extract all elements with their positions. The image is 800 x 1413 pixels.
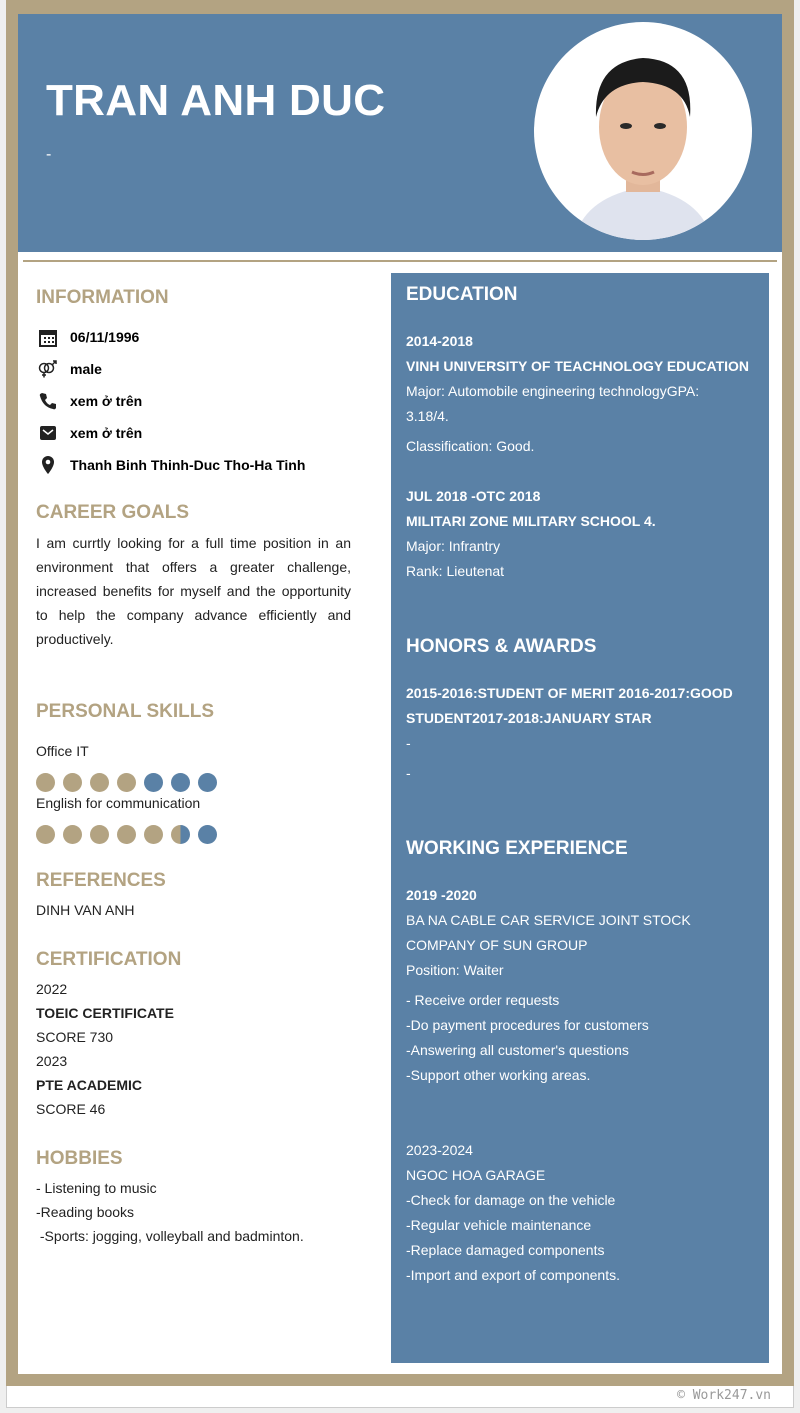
education-heading: EDUCATION [406,284,518,305]
email: xem ở trên [70,425,143,441]
cert-line: 2023 [36,1053,68,1069]
copyright: © Work247.vn [677,1388,771,1403]
career-goals-heading: CAREER GOALS [36,502,190,523]
birthday: 06/11/1996 [70,329,140,345]
cert-line: TOEIC CERTIFICATE [36,1005,174,1021]
honors-line: STUDENT2017-2018:JANUARY STAR [406,710,652,726]
work-line: 2023-2024 [406,1142,473,1158]
work-line: -Import and export of components. [406,1267,620,1283]
candidate-name: TRAN ANH DUC [46,76,386,125]
rating-dot [144,773,163,792]
work-experience-heading: WORKING EXPERIENCE [406,838,628,859]
skill-name: Office IT [36,743,89,759]
rating-dot [144,825,163,844]
candidate-subtitle: - [46,146,52,163]
rating-dot [36,825,55,844]
work-line: -Replace damaged components [406,1242,605,1258]
skill-name: English for communication [36,795,201,811]
rating-dot [198,773,217,792]
honors-line: 2015-2016:STUDENT OF MERIT 2016-2017:GOOD [406,685,733,701]
phone: xem ở trên [70,393,143,409]
header-divider [23,260,777,262]
location-pin-icon [38,455,58,475]
education-line: Major: Infrantry [406,538,501,554]
rating-dot [171,773,190,792]
avatar [534,22,752,240]
honors-heading: HONORS & AWARDS [406,636,597,657]
education-line: VINH UNIVERSITY OF TEACHNOLOGY EDUCATION [406,358,750,374]
rating-dot [36,773,55,792]
rating-dot [198,825,217,844]
education-line: MILITARI ZONE MILITARY SCHOOL 4. [406,513,656,529]
education-line: Major: Automobile engineering technologyGPA: [406,383,700,399]
calendar-icon [38,327,58,347]
work-line: NGOC HOA GARAGE [406,1167,546,1183]
references-heading: REFERENCES [36,870,166,891]
rating-dot [117,825,136,844]
work-line: - Receive order requests [406,992,560,1008]
education-line: Classification: Good. [406,438,535,454]
cert-line: SCORE 730 [36,1029,114,1045]
work-line: -Do payment procedures for customers [406,1017,649,1033]
work-line: -Regular vehicle maintenance [406,1217,592,1233]
hobby-line: - Listening to music [36,1180,157,1196]
hobbies-heading: HOBBIES [36,1148,123,1169]
personal-skills-heading: PERSONAL SKILLS [36,701,215,722]
education-line: 2014-2018 [406,333,473,349]
rating-dot [63,825,82,844]
rating-dot [63,773,82,792]
work-line: 2019 -2020 [406,887,477,903]
cert-line: 2022 [36,981,68,997]
hobby-line: -Sports: jogging, volleyball and badminton. [36,1228,304,1244]
rating-dot [117,773,136,792]
skill-rating [36,825,217,844]
education-line: JUL 2018 -OTC 2018 [406,488,541,504]
work-line: -Support other working areas. [406,1067,591,1083]
education-line: 3.18/4. [406,408,449,424]
work-line: Position: Waiter [406,962,504,978]
honors-line: - [406,735,411,751]
reference-name: DINH VAN ANH [36,902,135,918]
gender: male [70,361,102,377]
work-line: -Check for damage on the vehicle [406,1192,616,1208]
skill-rating [36,773,217,792]
work-line: BA NA CABLE CAR SERVICE JOINT STOCK [406,912,691,928]
rating-dot [90,773,109,792]
honors-line: - [406,765,411,781]
phone-icon [38,391,58,411]
information-heading: INFORMATION [36,287,169,308]
address: Thanh Binh Thinh-Duc Tho-Ha Tinh [70,457,306,473]
rating-dot [90,825,109,844]
education-line: Rank: Lieutenat [406,563,505,579]
footer [6,1386,794,1408]
certification-heading: CERTIFICATION [36,949,182,970]
cert-line: PTE ACADEMIC [36,1077,143,1093]
work-line: -Answering all customer's questions [406,1042,629,1058]
cert-line: SCORE 46 [36,1101,106,1117]
hobby-line: -Reading books [36,1204,135,1220]
email-icon [38,423,58,443]
work-line: COMPANY OF SUN GROUP [406,937,588,953]
rating-dot [171,825,190,844]
career-goals-text: I am currtly looking for a full time position in an environment that offers a greater challenge, increased benefits for myself and the opportunity to help the company advance efficiently and productively. [36,535,351,647]
gender-icon [38,359,58,379]
